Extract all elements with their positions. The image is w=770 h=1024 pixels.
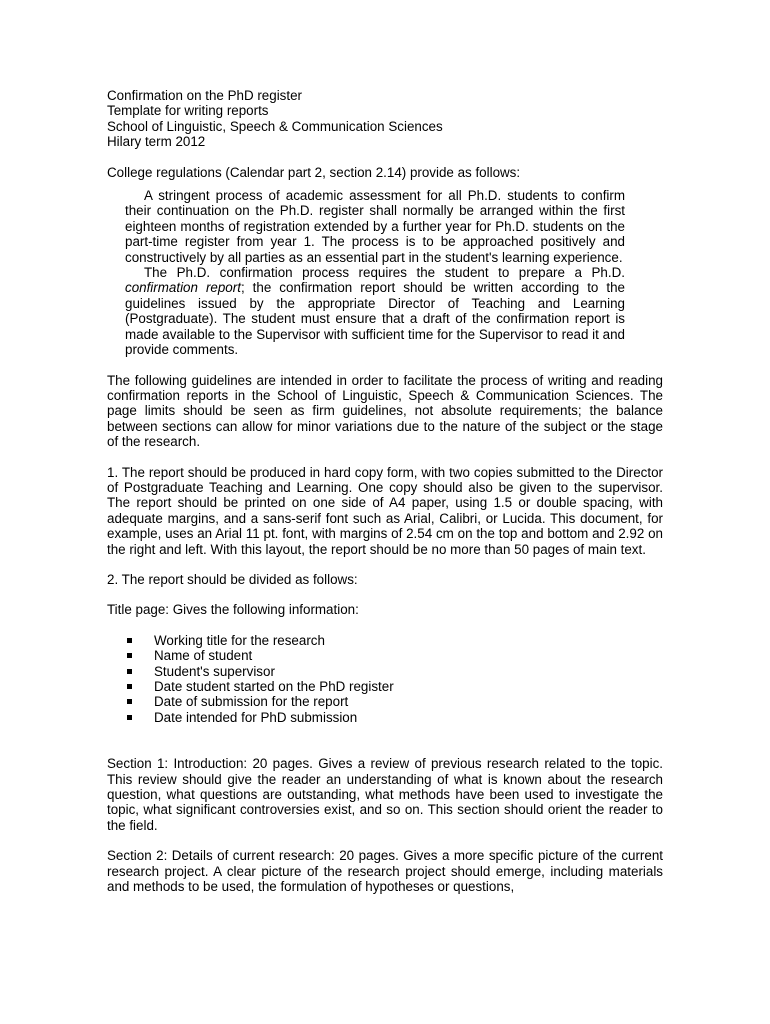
bullet-square-icon [127, 669, 132, 674]
title-page-intro: Title page: Gives the following information: [107, 602, 359, 618]
header-term: Hilary term 2012 [107, 134, 206, 150]
guidelines-paragraph: The following guidelines are intended in order to facilitate the process of writing and reading confirmation reports in the School of Linguistic, Speech & Communication Sciences. The page limits should be seen as firm guidelines, not absolute requirements; the balance between sections can allow for minor variations due to the nature of the subject or the stage of the research. [107, 372, 663, 450]
list-item: Date of submission for the report [125, 694, 663, 709]
quote-paragraph-2 [125, 265, 625, 357]
quote-paragraph-1: A stringent process of academic assessment for all Ph.D. students to confirm their continuation on the Ph.D. register shall normally be arranged within the first eighteen months of registration extended by a further year for Ph.D. students on the part-time register from year 1. The process is to be approached positively and constructively by all parties as an essential part in the student's learning experience. [125, 188, 625, 265]
regulations-quote [125, 188, 625, 357]
list-item: Student's supervisor [125, 664, 663, 679]
bullet-square-icon [127, 684, 132, 689]
bullet-square-icon [127, 715, 132, 720]
quote-italic-term: confirmation report [125, 280, 241, 296]
header-subtitle: Template for writing reports [107, 103, 269, 119]
list-item: Date intended for PhD submission [125, 710, 663, 725]
title-page-list [107, 633, 663, 725]
bullet-square-icon [127, 699, 132, 704]
point-2-paragraph: 2. The report should be divided as follows: [107, 571, 358, 587]
bullet-square-icon [127, 638, 132, 643]
section-1-paragraph: Section 1: Introduction: 20 pages. Gives a review of previous research related to the topic. This review should give the reader an understanding of what is known about the research question, what questions are outstanding, what methods have been used to investigate the topic, what significant controversies exist, and so on. This section should orient the reader to the field. [107, 756, 663, 833]
list-item: Working title for the research [125, 633, 663, 648]
quote-paragraph-2-end: ; the confirmation report should be written according to the guidelines issued by the appropriate Director of Teaching and Learning (Postgraduate). The student must ensure that a draft of the confirmation report is made available to the Supervisor with sufficient time for the Supervisor to read it and provide comments. [125, 280, 625, 358]
list-item: Name of student [125, 648, 663, 663]
regulations-intro: College regulations (Calendar part 2, section 2.14) provide as follows: [107, 164, 521, 180]
header-school: School of Linguistic, Speech & Communication Sciences [107, 118, 443, 134]
document-page [107, 88, 663, 894]
point-1-paragraph: 1. The report should be produced in hard copy form, with two copies submitted to the Director of Postgraduate Teaching and Learning. One copy should also be given to the supervisor. The report should be printed on one side of A4 paper, using 1.5 or double spacing, with adequate margins, and a sans-serif font such as Arial, Calibri, or Lucida. This document, for example, uses an Arial 11 pt. font, with margins of 2.54 cm on the top and bottom and 2.92 on the right and left. With this layout, the report should be no more than 50 pages of main text. [107, 464, 663, 557]
header-title: Confirmation on the PhD register [107, 88, 303, 103]
quote-paragraph-2-start: The Ph.D. confirmation process requires the student to prepare a Ph.D. [144, 265, 625, 281]
document-header [107, 88, 663, 150]
list-item: Date student started on the PhD register [125, 679, 663, 694]
bullet-square-icon [127, 653, 132, 658]
section-2-paragraph: Section 2: Details of current research: 20 pages. Gives a more specific picture of the current research project. A clear picture of the research project should emerge, including materials and methods to be used, the formulation of hypotheses or questions, [107, 848, 663, 895]
